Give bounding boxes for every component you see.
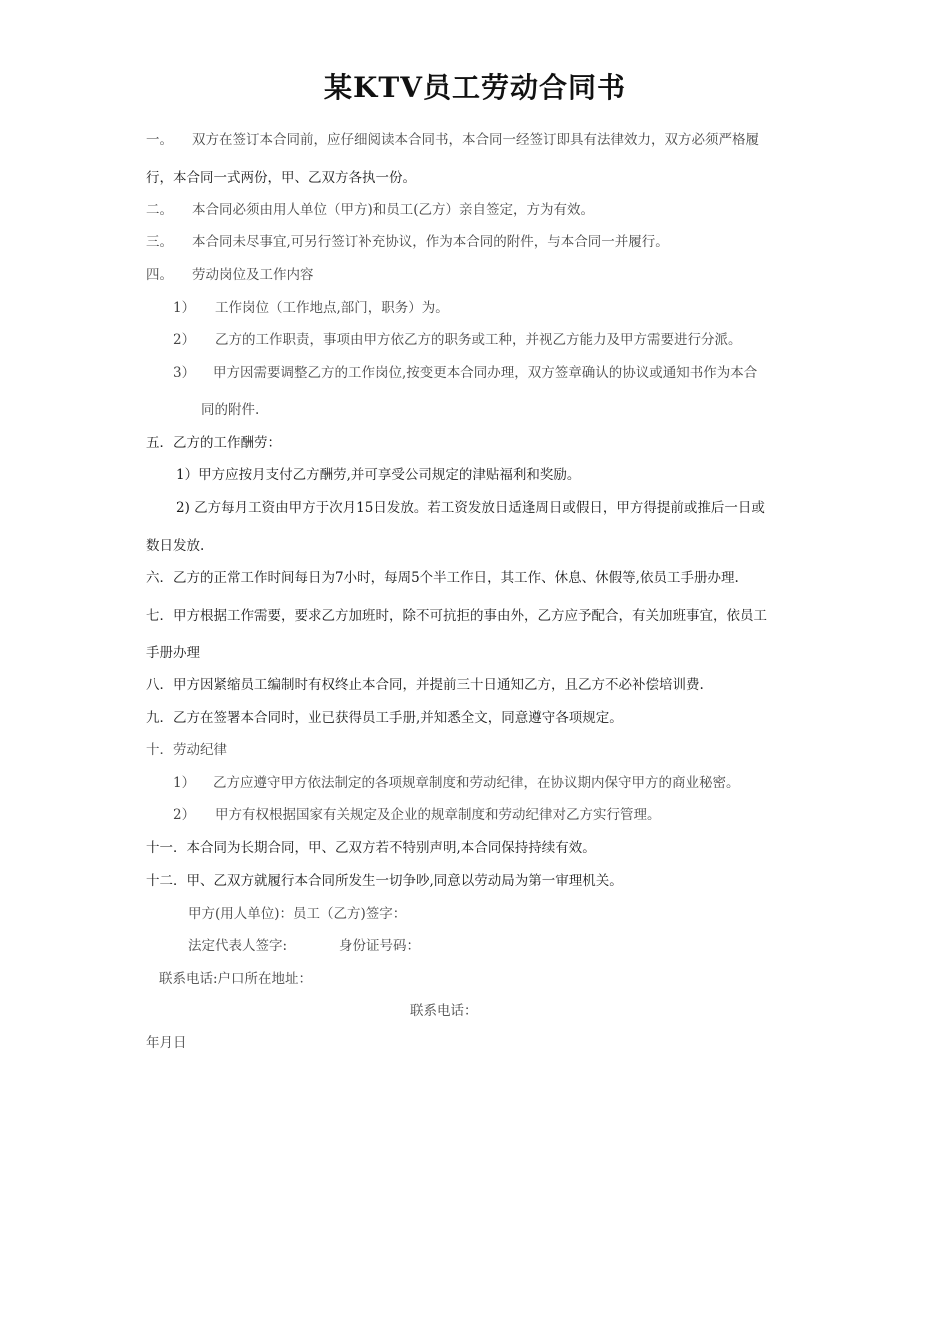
clause-4-item-3-continuation: 同的附件.: [201, 402, 260, 418]
clause-10-item-2-text: 甲方有权根据国家有关规定及企业的规章制度和劳动纪律对乙方实行管理。: [215, 807, 661, 823]
clause-10-item-2: [173, 806, 661, 824]
clause-4: [146, 266, 314, 284]
clause-4-item-1-text: 工作岗位（工作地点,部门，职务）为。: [215, 300, 449, 316]
clause-4-item-2: [173, 331, 742, 349]
clause-12: 十二．甲、乙双方就履行本合同所发生一切争吵,同意以劳动局为第一审理机关。: [146, 873, 623, 889]
clause-4-item-2-text: 乙方的工作职责，事项由甲方依乙方的职务或工种，并视乙方能力及甲方需要进行分派。: [215, 332, 742, 348]
clause-1-number: 一。: [146, 132, 173, 148]
clause-5-item-1: 1）甲方应按月支付乙方酬劳,并可享受公司规定的津贴福利和奖励。: [176, 467, 581, 483]
clause-3-text: 本合同未尽事宜,可另行签订补充协议，作为本合同的附件，与本合同一并履行。: [192, 234, 669, 250]
clause-4-number: 四。: [146, 267, 173, 283]
clause-5-item-2-continuation: 数日发放.: [146, 538, 205, 554]
clause-10: 十．劳动纪律: [146, 742, 227, 758]
document-title: 某KTV员工劳动合同书: [324, 71, 626, 104]
id-number-label: 身份证号码：: [339, 938, 420, 954]
clause-6: 六．乙方的正常工作时间每日为7小时，每周5个半工作日，其工作、休息、休假等,依员工手册办理.: [146, 570, 739, 586]
clause-8: 八．甲方因紧缩员工编制时有权终止本合同，并提前三十日通知乙方，且乙方不必补偿培训费.: [146, 677, 704, 693]
clause-10-item-1: [173, 774, 740, 792]
clause-2-number: 二。: [146, 202, 173, 218]
signature-representative: [188, 937, 287, 955]
clause-4-item-3-text: 甲方因需要调整乙方的工作岗位,按变更本合同办理，双方签章确认的协议或通知书作为本合: [213, 365, 758, 381]
clause-4-item-1: [173, 299, 449, 317]
clause-11: 十一．本合同为长期合同，甲、乙双方若不特别声明,本合同保持持续有效。: [146, 840, 596, 856]
clause-4-text: 劳动岗位及工作内容: [192, 267, 314, 283]
clause-9: 九．乙方在签署本合同时，业已获得员工手册,并知悉全文，同意遵守各项规定。: [146, 710, 623, 726]
date-label: 年月日: [146, 1035, 187, 1051]
clause-2-text: 本合同必须由用人单位（甲方)和员工(乙方）亲自签定，方为有效。: [192, 202, 595, 218]
signature-parties: 甲方(用人单位)：员工（乙方)签字：: [188, 906, 407, 922]
clause-3-number: 三。: [146, 234, 173, 250]
clause-2: [146, 201, 594, 219]
representative-signature-label: 法定代表人签字:: [188, 938, 288, 954]
clause-7: 七．甲方根据工作需要，要求乙方加班时，除不可抗拒的事由外，乙方应予配合，有关加班事宜，依员工: [146, 608, 767, 624]
clause-4-item-3: [173, 364, 757, 382]
clause-4-item-3-number: 3）: [173, 365, 196, 381]
clause-4-item-1-number: 1）: [173, 300, 196, 316]
phone-address-label: 联系电话:户口所在地址：: [159, 971, 313, 987]
clause-10-item-1-text: 乙方应遵守甲方依法制定的各项规章制度和劳动纪律，在协议期内保守甲方的商业秘密。: [213, 775, 740, 791]
clause-4-item-2-number: 2）: [173, 332, 196, 348]
clause-10-item-2-number: 2）: [173, 807, 196, 823]
clause-10-item-1-number: 1）: [173, 775, 196, 791]
clause-1-continuation: 行，本合同一式两份，甲、乙双方各执一份。: [146, 170, 416, 186]
clause-7-continuation: 手册办理: [146, 645, 200, 661]
clause-5-item-2: 2) 乙方每月工资由甲方于次月15日发放。若工资发放日适逢周日或假日，甲方得提前或推后一日或: [176, 500, 765, 516]
clause-5: 五．乙方的工作酬劳：: [146, 435, 281, 451]
clause-1-text: 双方在签订本合同前，应仔细阅读本合同书，本合同一经签订即具有法律效力，双方必须严格履: [192, 132, 759, 148]
clause-3: [146, 233, 669, 251]
phone-label: 联系电话：: [410, 1003, 478, 1019]
clause-1: [146, 131, 759, 149]
